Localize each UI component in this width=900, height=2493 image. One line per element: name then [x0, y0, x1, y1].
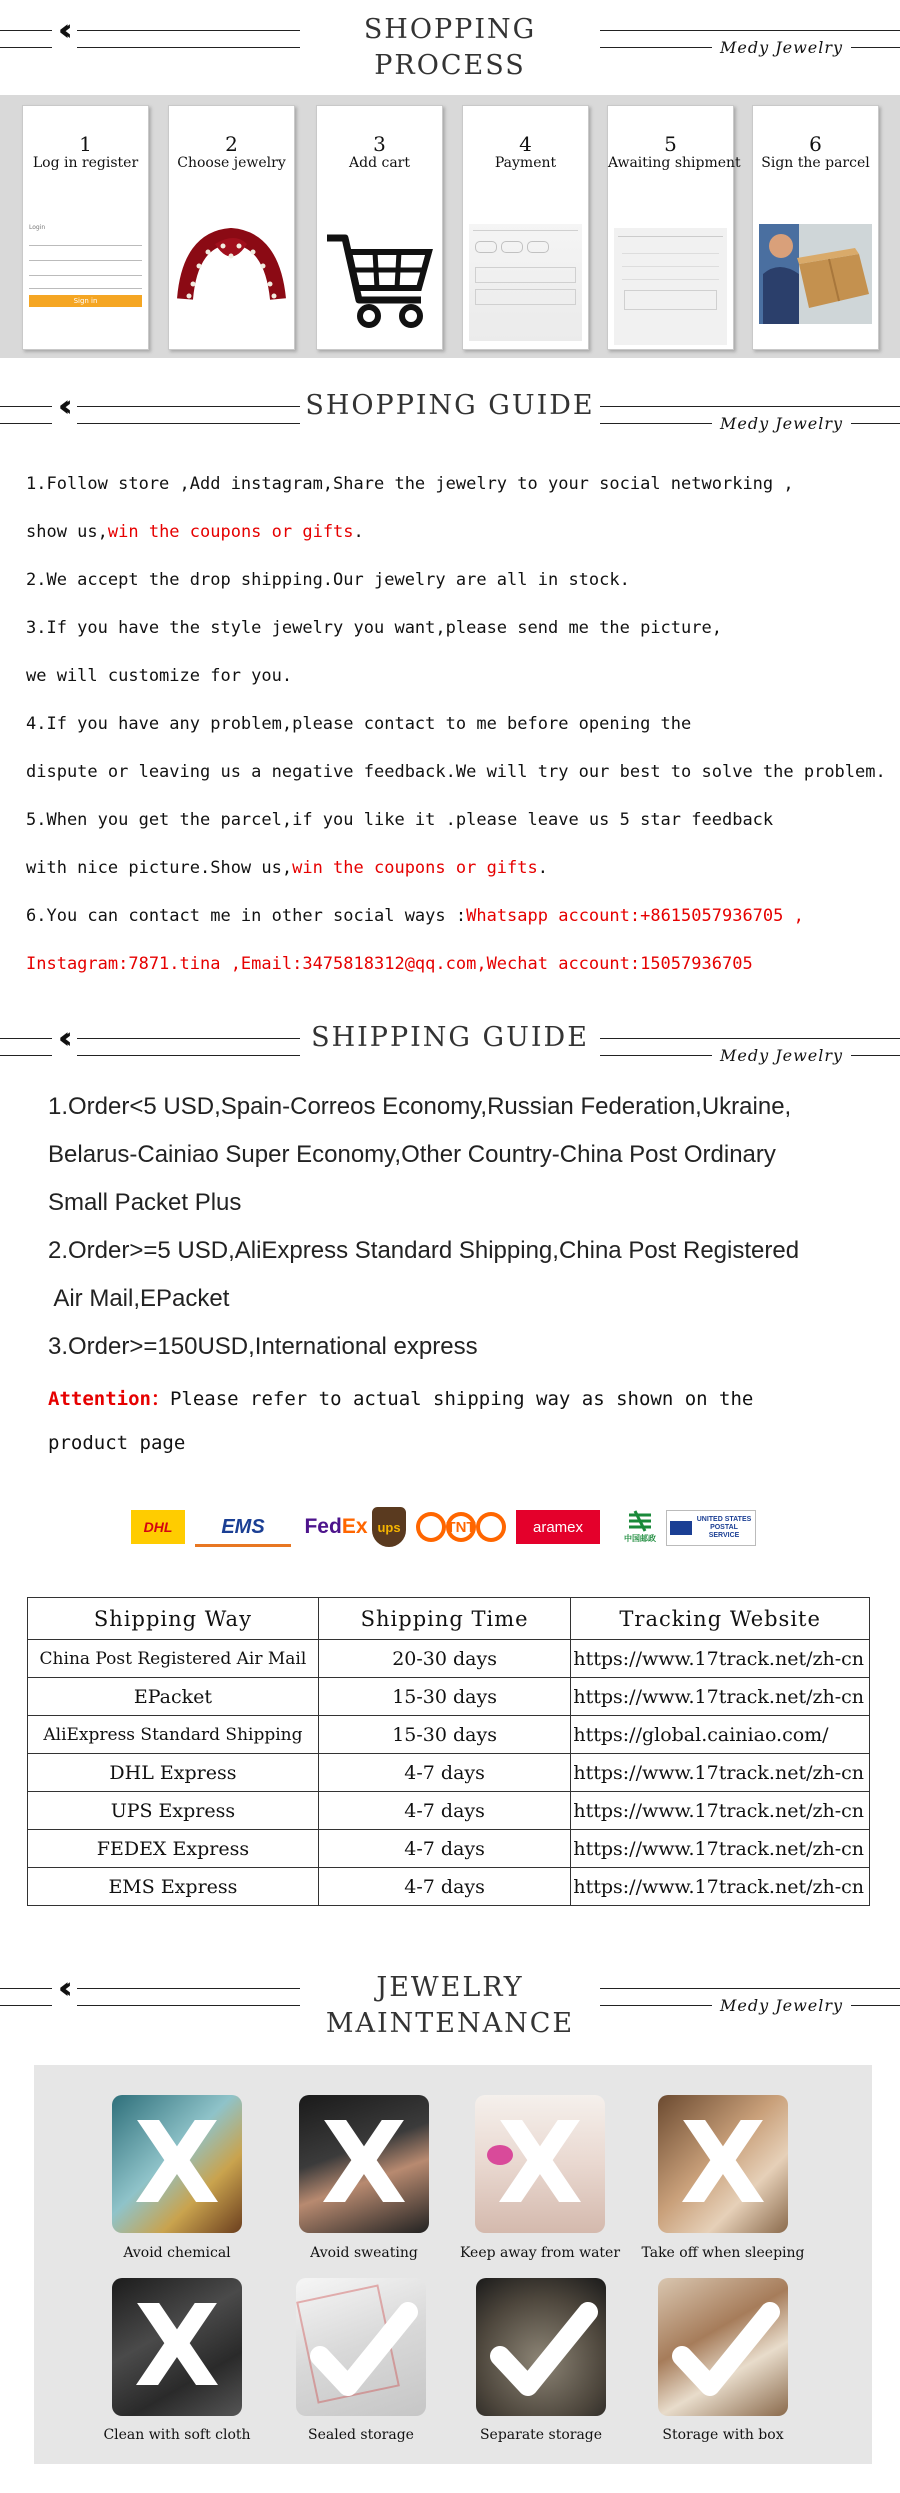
section-title: SHIPPING GUIDE — [300, 1020, 600, 1056]
attention-line: Attention：Please refer to actual shipping way as shown on the — [48, 1388, 754, 1410]
payment-screenshot-image — [469, 224, 582, 341]
section-title: SHOPPING GUIDE — [300, 388, 600, 424]
step-label: Log in register — [32, 155, 139, 171]
clean-soft-cloth-image — [112, 2278, 242, 2416]
section-title: SHOPPING PROCESS — [300, 12, 600, 84]
section-header-shipping-guide — [0, 1008, 900, 1068]
step-label: Sign the parcel — [761, 155, 870, 171]
section-title: JEWELRY MAINTENANCE — [300, 1970, 600, 2042]
section-header-shopping-guide — [0, 376, 900, 436]
guide-line: with nice picture.Show us,win the coupons or gifts. — [26, 858, 548, 878]
shipping-line: 2.Order>=5 USD,AliExpress Standard Shipping,China Post Registered — [48, 1237, 800, 1264]
contact-whatsapp: Whatsapp account:+8615057936705 , — [466, 906, 804, 926]
table-row: FEDEX Express 4-7 days https://www.17track.net/zh-cn — [28, 1830, 870, 1868]
maintenance-label: Sealed storage — [308, 2427, 414, 2443]
avoid-chemical-image — [112, 2095, 242, 2233]
login-form-illustration — [29, 224, 142, 341]
section-header-jewelry-maintenance — [0, 1958, 900, 2039]
brand-signature: Medy Jewelry — [712, 1996, 851, 2015]
headband-image — [175, 224, 288, 341]
storage-box-image — [658, 2278, 788, 2416]
step-label: Payment — [494, 155, 557, 171]
ems-logo: EMS — [195, 1510, 291, 1547]
step-number: 2 — [225, 132, 238, 156]
maintenance-label: Clean with soft cloth — [103, 2427, 251, 2443]
x-mark-icon: X — [679, 2099, 767, 2229]
shipping-line: Air Mail,EPacket — [48, 1285, 230, 1312]
sealed-storage-image — [296, 2278, 426, 2416]
shipment-screenshot-image — [614, 224, 727, 341]
sign-in-button-illustration: Sign in — [29, 295, 142, 307]
china-post-logo: 中国邮政 — [618, 1506, 662, 1546]
guide-line: 2.We accept the drop shipping.Our jewelry are all in stock. — [26, 570, 630, 590]
step-number: 6 — [809, 132, 822, 156]
shipping-line: 1.Order<5 USD,Spain-Correos Economy,Russian Federation,Ukraine, — [48, 1093, 792, 1120]
step-label: Choose jewelry — [177, 155, 286, 171]
table-row: UPS Express 4-7 days https://www.17track.net/zh-cn — [28, 1792, 870, 1830]
maintenance-label: Keep away from water — [459, 2245, 621, 2261]
highlight-text: win the coupons or gifts — [292, 858, 538, 878]
x-mark-icon: X — [133, 2099, 221, 2229]
step-number: 5 — [664, 132, 677, 156]
shipping-table — [27, 1597, 870, 1906]
shipping-line: Belarus-Cainiao Super Economy,Other Country-China Post Ordinary — [48, 1141, 776, 1168]
double-chevron-left-icon: ‹‹ — [52, 390, 77, 424]
maintenance-label: Separate storage — [479, 2427, 603, 2443]
check-mark-icon — [476, 2278, 606, 2416]
shipping-line: Small Packet Plus — [48, 1189, 242, 1216]
guide-line: 3.If you have the style jewelry you want,please send me the picture, — [26, 618, 722, 638]
courier-parcel-photo — [759, 224, 872, 323]
take-off-sleeping-image — [658, 2095, 788, 2233]
shipping-line: 3.Order>=150USD,International express — [48, 1333, 478, 1360]
guide-line: 6.You can contact me in other social ways :Whatsapp account:+8615057936705 , — [26, 906, 804, 926]
guide-line: we will customize for you. — [26, 666, 293, 686]
attention-line: product page — [48, 1432, 186, 1454]
avoid-sweating-image — [299, 2095, 429, 2233]
column-header: Shipping Way — [28, 1598, 319, 1640]
table-header-row — [28, 1598, 870, 1640]
column-header: Tracking Website — [571, 1598, 870, 1640]
attention-label: Attention： — [48, 1388, 170, 1410]
maintenance-label: Avoid sweating — [310, 2245, 418, 2261]
table-row: AliExpress Standard Shipping 15-30 days https://global.cainiao.com/ — [28, 1716, 870, 1754]
aramex-logo: aramex — [516, 1510, 600, 1544]
process-step-login — [22, 105, 149, 350]
step-number: 3 — [373, 132, 386, 156]
x-mark-icon: X — [496, 2099, 584, 2229]
column-header: Shipping Time — [318, 1598, 570, 1640]
fedex-logo: Fed Ex — [304, 1515, 368, 1538]
guide-line: show us,win the coupons or gifts. — [26, 522, 364, 542]
login-caption: Login — [29, 224, 46, 231]
check-mark-icon — [658, 2278, 788, 2416]
process-step-payment — [462, 105, 589, 350]
section-header-shopping-process — [0, 0, 900, 81]
table-row: China Post Registered Air Mail 20-30 days https://www.17track.net/zh-cn — [28, 1640, 870, 1678]
process-step-shipment — [607, 105, 741, 350]
maintenance-label: Storage with box — [662, 2427, 784, 2443]
guide-line: 5.When you get the parcel,if you like it .please leave us 5 star feedback — [26, 810, 774, 830]
keep-away-water-image — [475, 2095, 605, 2233]
process-step-choose — [168, 105, 295, 350]
tnt-text: TNT — [446, 1518, 476, 1536]
double-chevron-left-icon: ‹‹ — [52, 1972, 77, 2006]
table-row: EMS Express 4-7 days https://www.17track.net/zh-cn — [28, 1868, 870, 1906]
shopping-process-strip — [0, 95, 900, 358]
tnt-logo — [415, 1510, 507, 1544]
brand-signature: Medy Jewelry — [712, 414, 851, 433]
step-label: Add cart — [349, 155, 410, 171]
double-chevron-left-icon: ‹‹ — [52, 14, 77, 48]
brand-signature: Medy Jewelry — [712, 38, 851, 57]
shopping-cart-icon — [323, 224, 436, 341]
maintenance-grid — [34, 2065, 872, 2464]
guide-line: 1.Follow store ,Add instagram,Share the jewelry to your social networking , — [26, 474, 794, 494]
double-chevron-left-icon: ‹‹ — [52, 1022, 77, 1056]
contact-details: Instagram:7871.tina ,Email:3475818312@qq.com,Wechat account:15057936705 — [26, 954, 753, 974]
process-step-cart — [316, 105, 443, 350]
usps-logo: UNITED STATES POSTAL SERVICE — [666, 1510, 756, 1546]
x-mark-icon: X — [320, 2099, 408, 2229]
process-step-sign — [752, 105, 879, 350]
step-number: 4 — [519, 132, 532, 156]
guide-line: 4.If you have any problem,please contact to me before opening the — [26, 714, 692, 734]
step-label: Awaiting shipment — [608, 155, 741, 171]
brand-signature: Medy Jewelry — [712, 1046, 851, 1065]
maintenance-label: Take off when sleeping — [641, 2245, 805, 2261]
maintenance-label: Avoid chemical — [123, 2245, 231, 2261]
table-row: EPacket 15-30 days https://www.17track.net/zh-cn — [28, 1678, 870, 1716]
table-row: DHL Express 4-7 days https://www.17track.net/zh-cn — [28, 1754, 870, 1792]
dhl-logo: DHL — [131, 1510, 185, 1544]
highlight-text: win the coupons or gifts — [107, 522, 354, 542]
check-mark-icon — [296, 2278, 426, 2416]
x-mark-icon: X — [133, 2282, 221, 2412]
step-number: 1 — [79, 132, 92, 156]
guide-line: dispute or leaving us a negative feedback.We will try our best to solve the problem. — [26, 762, 886, 782]
ups-logo: ups — [372, 1507, 406, 1547]
separate-storage-image — [476, 2278, 606, 2416]
